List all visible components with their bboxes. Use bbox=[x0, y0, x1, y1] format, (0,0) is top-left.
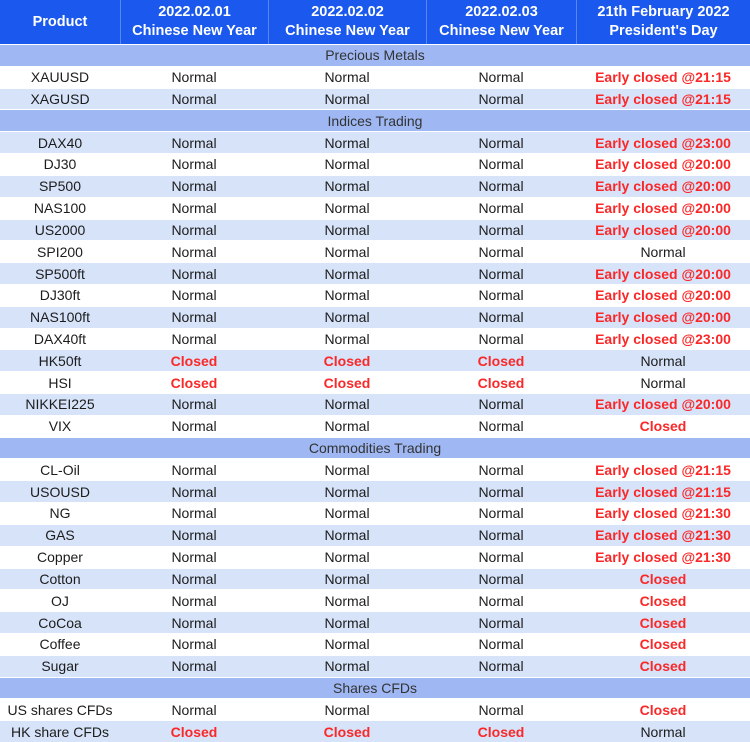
status-cell: Closed bbox=[170, 352, 218, 369]
table-row bbox=[0, 502, 750, 524]
header-date: 2022.02.03 bbox=[465, 4, 538, 20]
status-cell: Normal bbox=[324, 156, 370, 173]
status-cell: Normal bbox=[171, 418, 217, 435]
status-cell: Normal bbox=[478, 200, 524, 217]
status-cell: Normal bbox=[171, 91, 217, 108]
header-col-feb21 bbox=[576, 0, 750, 44]
product-cell: SP500ft bbox=[35, 265, 85, 282]
status-cell: Normal bbox=[478, 287, 524, 304]
status-cell: Normal bbox=[478, 330, 524, 347]
table-row bbox=[0, 698, 750, 720]
status-cell: Early closed @21:15 bbox=[595, 69, 731, 86]
status-cell: Early closed @23:00 bbox=[595, 134, 731, 151]
status-cell: Normal bbox=[324, 549, 370, 566]
status-cell: Early closed @20:00 bbox=[595, 156, 731, 173]
status-cell: Normal bbox=[324, 505, 370, 522]
status-cell: Normal bbox=[478, 91, 524, 108]
table-row bbox=[0, 589, 750, 611]
status-cell: Normal bbox=[324, 658, 370, 675]
status-cell: Normal bbox=[324, 636, 370, 653]
status-cell: Normal bbox=[171, 243, 217, 260]
status-cell: Normal bbox=[171, 483, 217, 500]
status-cell: Normal bbox=[324, 287, 370, 304]
status-cell: Normal bbox=[171, 330, 217, 347]
product-cell: XAUUSD bbox=[30, 69, 90, 86]
table-row bbox=[0, 524, 750, 546]
status-cell: Normal bbox=[324, 396, 370, 413]
product-cell: Sugar bbox=[41, 658, 79, 675]
status-cell: Normal bbox=[324, 91, 370, 108]
table-row bbox=[0, 219, 750, 241]
status-cell: Early closed @21:30 bbox=[595, 505, 731, 522]
status-cell: Normal bbox=[478, 396, 524, 413]
status-cell: Normal bbox=[324, 527, 370, 544]
status-cell: Normal bbox=[171, 658, 217, 675]
status-cell: Closed bbox=[323, 374, 371, 391]
table-row bbox=[0, 633, 750, 655]
product-cell: HK50ft bbox=[38, 352, 82, 369]
status-cell: Early closed @21:30 bbox=[595, 549, 731, 566]
product-cell: Copper bbox=[37, 549, 83, 566]
status-cell: Normal bbox=[324, 461, 370, 478]
product-cell: NG bbox=[49, 505, 71, 522]
status-cell: Normal bbox=[324, 614, 370, 631]
section-title: Precious Metals bbox=[325, 47, 425, 64]
status-cell: Normal bbox=[324, 309, 370, 326]
status-cell: Normal bbox=[478, 265, 524, 282]
header-holiday: Chinese New Year bbox=[285, 23, 410, 39]
status-cell: Normal bbox=[478, 592, 524, 609]
product-cell: NAS100ft bbox=[30, 309, 90, 326]
table-row bbox=[0, 371, 750, 393]
table-row bbox=[0, 153, 750, 175]
section-title: Commodities Trading bbox=[308, 440, 442, 457]
product-cell: Coffee bbox=[39, 636, 81, 653]
status-cell: Closed bbox=[170, 723, 218, 740]
table-row bbox=[0, 306, 750, 328]
table-row bbox=[0, 349, 750, 371]
status-cell: Early closed @20:00 bbox=[595, 265, 731, 282]
product-cell: Cotton bbox=[39, 570, 81, 587]
status-cell: Normal bbox=[171, 396, 217, 413]
status-cell: Normal bbox=[171, 636, 217, 653]
status-cell: Early closed @20:00 bbox=[595, 287, 731, 304]
status-cell: Closed bbox=[477, 723, 525, 740]
status-cell: Normal bbox=[478, 178, 524, 195]
status-cell: Normal bbox=[478, 221, 524, 238]
status-cell: Early closed @21:15 bbox=[595, 91, 731, 108]
section-title: Indices Trading bbox=[327, 112, 423, 129]
status-cell: Normal bbox=[478, 243, 524, 260]
header-holiday: Chinese New Year bbox=[132, 23, 257, 39]
status-cell: Closed bbox=[639, 418, 687, 435]
header-holiday: Chinese New Year bbox=[439, 23, 564, 39]
table-row bbox=[0, 240, 750, 262]
table-row bbox=[0, 611, 750, 633]
product-cell: CoCoa bbox=[38, 614, 82, 631]
status-cell: Normal bbox=[478, 156, 524, 173]
status-cell: Normal bbox=[171, 505, 217, 522]
product-cell: CL-Oil bbox=[40, 461, 80, 478]
status-cell: Normal bbox=[324, 701, 370, 718]
header-col-feb03 bbox=[426, 0, 576, 44]
status-cell: Normal bbox=[324, 570, 370, 587]
product-cell: US shares CFDs bbox=[7, 701, 113, 718]
status-cell: Normal bbox=[171, 265, 217, 282]
status-cell: Normal bbox=[478, 636, 524, 653]
status-cell: Early closed @21:15 bbox=[595, 483, 731, 500]
status-cell: Early closed @20:00 bbox=[595, 221, 731, 238]
header-product-label: Product bbox=[32, 13, 88, 30]
product-cell: DAX40ft bbox=[33, 330, 87, 347]
status-cell: Normal bbox=[171, 592, 217, 609]
status-cell: Normal bbox=[324, 592, 370, 609]
table-row bbox=[0, 197, 750, 219]
section-header-indices-trading bbox=[0, 109, 750, 131]
status-cell: Normal bbox=[171, 309, 217, 326]
status-cell: Early closed @21:30 bbox=[595, 527, 731, 544]
status-cell: Early closed @20:00 bbox=[595, 309, 731, 326]
product-cell: SP500 bbox=[38, 178, 82, 195]
product-cell: US2000 bbox=[34, 221, 86, 238]
status-cell: Closed bbox=[477, 352, 525, 369]
status-cell: Normal bbox=[171, 701, 217, 718]
table-row bbox=[0, 546, 750, 568]
status-cell: Closed bbox=[170, 374, 218, 391]
header-col-feb01 bbox=[120, 0, 268, 44]
status-cell: Normal bbox=[478, 309, 524, 326]
status-cell: Normal bbox=[171, 287, 217, 304]
status-cell: Closed bbox=[639, 658, 687, 675]
product-cell: VIX bbox=[48, 418, 72, 435]
table-row bbox=[0, 66, 750, 88]
header-date: 2022.02.02 bbox=[311, 4, 384, 20]
status-cell: Normal bbox=[324, 134, 370, 151]
table-header-row bbox=[0, 0, 750, 44]
product-cell: NAS100 bbox=[33, 200, 87, 217]
status-cell: Normal bbox=[171, 156, 217, 173]
status-cell: Normal bbox=[171, 614, 217, 631]
status-cell: Normal bbox=[478, 418, 524, 435]
status-cell: Early closed @20:00 bbox=[595, 200, 731, 217]
status-cell: Normal bbox=[171, 527, 217, 544]
status-cell: Closed bbox=[639, 636, 687, 653]
status-cell: Normal bbox=[478, 461, 524, 478]
header-col-feb02 bbox=[268, 0, 426, 44]
section-header-commodities-trading bbox=[0, 437, 750, 459]
status-cell: Early closed @21:15 bbox=[595, 461, 731, 478]
status-cell: Normal bbox=[640, 374, 686, 391]
status-cell: Early closed @23:00 bbox=[595, 330, 731, 347]
status-cell: Normal bbox=[478, 505, 524, 522]
status-cell: Normal bbox=[171, 69, 217, 86]
table-row bbox=[0, 480, 750, 502]
status-cell: Early closed @20:00 bbox=[595, 178, 731, 195]
section-title: Shares CFDs bbox=[332, 679, 418, 696]
table-row bbox=[0, 568, 750, 590]
header-date: 2022.02.01 bbox=[158, 4, 231, 20]
status-cell: Normal bbox=[640, 352, 686, 369]
product-cell: OJ bbox=[51, 592, 69, 609]
status-cell: Normal bbox=[171, 178, 217, 195]
status-cell: Normal bbox=[478, 549, 524, 566]
section-header-precious-metals bbox=[0, 44, 750, 66]
status-cell: Normal bbox=[324, 483, 370, 500]
status-cell: Closed bbox=[639, 570, 687, 587]
table-row bbox=[0, 284, 750, 306]
product-cell: XAGUSD bbox=[30, 91, 90, 108]
status-cell: Closed bbox=[639, 701, 687, 718]
status-cell: Normal bbox=[324, 330, 370, 347]
product-cell: GAS bbox=[45, 527, 75, 544]
section-header-shares-cfds bbox=[0, 677, 750, 699]
table-row bbox=[0, 415, 750, 437]
table-row bbox=[0, 393, 750, 415]
product-cell: HK share CFDs bbox=[10, 723, 110, 740]
status-cell: Early closed @20:00 bbox=[595, 396, 731, 413]
status-cell: Normal bbox=[478, 658, 524, 675]
status-cell: Normal bbox=[478, 483, 524, 500]
status-cell: Closed bbox=[639, 592, 687, 609]
table-row bbox=[0, 88, 750, 110]
header-holiday: President's Day bbox=[609, 23, 718, 39]
status-cell: Normal bbox=[171, 134, 217, 151]
status-cell: Normal bbox=[324, 200, 370, 217]
header-product bbox=[0, 0, 120, 44]
table-row bbox=[0, 458, 750, 480]
status-cell: Normal bbox=[640, 723, 686, 740]
product-cell: NIKKEI225 bbox=[25, 396, 95, 413]
status-cell: Normal bbox=[478, 570, 524, 587]
product-cell: USOUSD bbox=[30, 483, 90, 500]
status-cell: Closed bbox=[477, 374, 525, 391]
product-cell: SPI200 bbox=[37, 243, 83, 260]
status-cell: Normal bbox=[171, 221, 217, 238]
table-row bbox=[0, 262, 750, 284]
header-date: 21th February 2022 bbox=[597, 4, 730, 20]
product-cell: DJ30ft bbox=[39, 287, 81, 304]
status-cell: Normal bbox=[478, 614, 524, 631]
status-cell: Normal bbox=[324, 243, 370, 260]
status-cell: Normal bbox=[171, 549, 217, 566]
status-cell: Normal bbox=[324, 265, 370, 282]
status-cell: Normal bbox=[324, 418, 370, 435]
product-cell: HSI bbox=[48, 374, 72, 391]
status-cell: Normal bbox=[640, 243, 686, 260]
status-cell: Closed bbox=[323, 723, 371, 740]
status-cell: Normal bbox=[171, 461, 217, 478]
status-cell: Normal bbox=[478, 527, 524, 544]
status-cell: Normal bbox=[324, 69, 370, 86]
table-row bbox=[0, 720, 750, 742]
status-cell: Normal bbox=[171, 570, 217, 587]
status-cell: Normal bbox=[478, 69, 524, 86]
status-cell: Normal bbox=[171, 200, 217, 217]
status-cell: Closed bbox=[323, 352, 371, 369]
table-row bbox=[0, 175, 750, 197]
product-cell: DJ30 bbox=[43, 156, 77, 173]
table-row bbox=[0, 655, 750, 677]
status-cell: Normal bbox=[324, 178, 370, 195]
table-row bbox=[0, 328, 750, 350]
table-row bbox=[0, 131, 750, 153]
status-cell: Normal bbox=[324, 221, 370, 238]
product-cell: DAX40 bbox=[37, 134, 83, 151]
status-cell: Normal bbox=[478, 134, 524, 151]
status-cell: Closed bbox=[639, 614, 687, 631]
status-cell: Normal bbox=[478, 701, 524, 718]
table-body bbox=[0, 44, 750, 742]
